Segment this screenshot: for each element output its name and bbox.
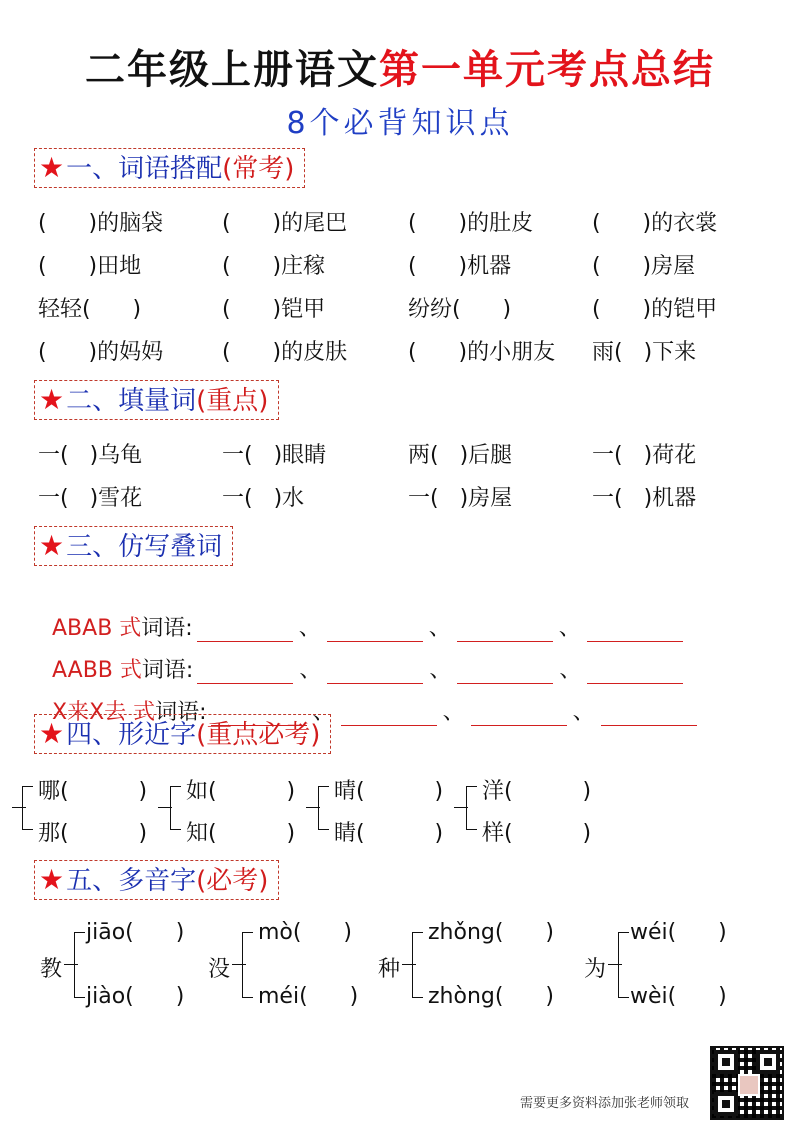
polyphone-top: zhǒng( ) [428, 920, 554, 945]
separator: 、 [312, 700, 335, 725]
similar-char-top: 哪( ) [38, 779, 148, 804]
separator: 、 [572, 700, 595, 725]
measure-word-item: 一( )水 [222, 486, 305, 511]
collocation-item: ( )的肚皮 [408, 211, 534, 236]
collocation-item: ( )的皮肤 [222, 340, 348, 365]
separator: 、 [442, 700, 465, 725]
brace-tick [402, 964, 416, 965]
brace-icon [74, 932, 85, 998]
collocation-item: 轻轻( ) [38, 297, 142, 322]
measure-word-item: 一( )机器 [592, 486, 697, 511]
title-red: 第一单元考点总结 [379, 47, 715, 93]
section-tag: (常考) [222, 154, 295, 184]
collocation-item: ( )庄稼 [222, 254, 326, 279]
star-icon: ★ [39, 717, 65, 750]
pattern-label: AABB 式 [52, 658, 142, 683]
polyphone-char: 教 [40, 957, 63, 982]
similar-char-top: 晴( ) [334, 779, 444, 804]
star-icon: ★ [39, 151, 65, 184]
polyphone-top: wéi( ) [630, 920, 727, 945]
polyphone-bottom: méi( ) [258, 984, 359, 1009]
separator: 、 [299, 658, 322, 683]
answer-line[interactable] [471, 705, 567, 726]
answer-line[interactable] [341, 705, 437, 726]
section-3-header [34, 526, 233, 566]
collocation-item: ( )的尾巴 [222, 211, 348, 236]
section-title: 四、形近字 [66, 720, 197, 750]
section-title: 五、多音字 [66, 866, 197, 896]
brace-tick [454, 807, 468, 808]
section-2-header [34, 380, 279, 420]
qr-code-icon[interactable] [710, 1046, 784, 1120]
page-title [0, 38, 800, 95]
pattern-label: X来X去 式 [52, 700, 156, 725]
collocation-item: ( )房屋 [592, 254, 696, 279]
collocation-item: ( )的脑袋 [38, 211, 164, 236]
polyphone-char: 为 [584, 957, 607, 982]
polyphone-bottom: zhòng( ) [428, 984, 554, 1009]
similar-char-bottom: 那( ) [38, 821, 148, 846]
brace-tick [232, 964, 246, 965]
brace-tick [608, 964, 622, 965]
separator: 、 [429, 658, 452, 683]
measure-word-item: 一( )雪花 [38, 486, 143, 511]
footer-note: 需要更多资料添加张老师领取 [520, 1096, 690, 1111]
collocation-item: ( )的小朋友 [408, 340, 556, 365]
separator: 、 [298, 616, 321, 641]
collocation-item: ( )的妈妈 [38, 340, 164, 365]
collocation-item: ( )田地 [38, 254, 142, 279]
separator: 、 [558, 616, 581, 641]
measure-word-item: 一( )房屋 [408, 486, 513, 511]
pattern-suffix: 词语: [141, 616, 193, 641]
avatar [738, 1074, 760, 1096]
section-title: 二、填量词 [66, 386, 197, 416]
brace-icon [318, 786, 329, 830]
brace-icon [618, 932, 629, 998]
similar-char-bottom: 知( ) [186, 821, 296, 846]
star-icon: ★ [39, 529, 65, 562]
pattern-label: ABAB 式 [52, 616, 142, 641]
collocation-item: ( )铠甲 [222, 297, 326, 322]
separator: 、 [428, 616, 451, 641]
polyphone-top: mò( ) [258, 920, 353, 945]
measure-word-item: 两( )后腿 [408, 443, 513, 468]
section-title: 三、仿写叠词 [66, 532, 223, 562]
brace-tick [64, 964, 78, 965]
polyphone-bottom: jiào( ) [86, 984, 185, 1009]
collocation-item: ( )机器 [408, 254, 512, 279]
section-4-header [34, 714, 331, 754]
collocation-item: 雨( )下来 [592, 340, 697, 365]
pattern-suffix: 词语: [141, 658, 194, 683]
collocation-item: ( )的衣裳 [592, 211, 718, 236]
separator: 、 [559, 658, 582, 683]
brace-icon [22, 786, 33, 830]
pattern-suffix: 词语: [155, 700, 207, 725]
polyphone-top: jiāo( ) [86, 920, 185, 945]
section-title: 一、词语搭配 [66, 154, 223, 184]
section-tag: (必考) [196, 866, 269, 896]
polyphone-char: 种 [378, 957, 401, 982]
polyphone-char: 没 [208, 957, 231, 982]
star-icon: ★ [39, 863, 65, 896]
brace-icon [466, 786, 477, 830]
star-icon: ★ [39, 383, 65, 416]
brace-tick [12, 807, 26, 808]
page-subtitle: 8个必背知识点 [286, 106, 514, 141]
section-1-header [34, 148, 305, 188]
similar-char-bottom: 样( ) [482, 821, 592, 846]
similar-char-top: 如( ) [186, 779, 296, 804]
answer-line[interactable] [601, 705, 697, 726]
measure-word-item: 一( )荷花 [592, 443, 697, 468]
section-5-header [34, 860, 279, 900]
polyphone-bottom: wèi( ) [630, 984, 727, 1009]
measure-word-item: 一( )眼睛 [222, 443, 327, 468]
similar-char-top: 洋( ) [482, 779, 592, 804]
brace-icon [242, 932, 253, 998]
measure-word-item: 一( )乌龟 [38, 443, 143, 468]
brace-tick [306, 807, 320, 808]
brace-icon [412, 932, 423, 998]
similar-char-bottom: 睛( ) [334, 821, 444, 846]
title-black: 二年级上册语文 [85, 47, 379, 93]
section-tag: (重点必考) [196, 720, 321, 750]
brace-icon [170, 786, 181, 830]
collocation-item: ( )的铠甲 [592, 297, 718, 322]
brace-tick [158, 807, 172, 808]
section-tag: (重点) [196, 386, 269, 416]
collocation-item: 纷纷( ) [408, 297, 512, 322]
